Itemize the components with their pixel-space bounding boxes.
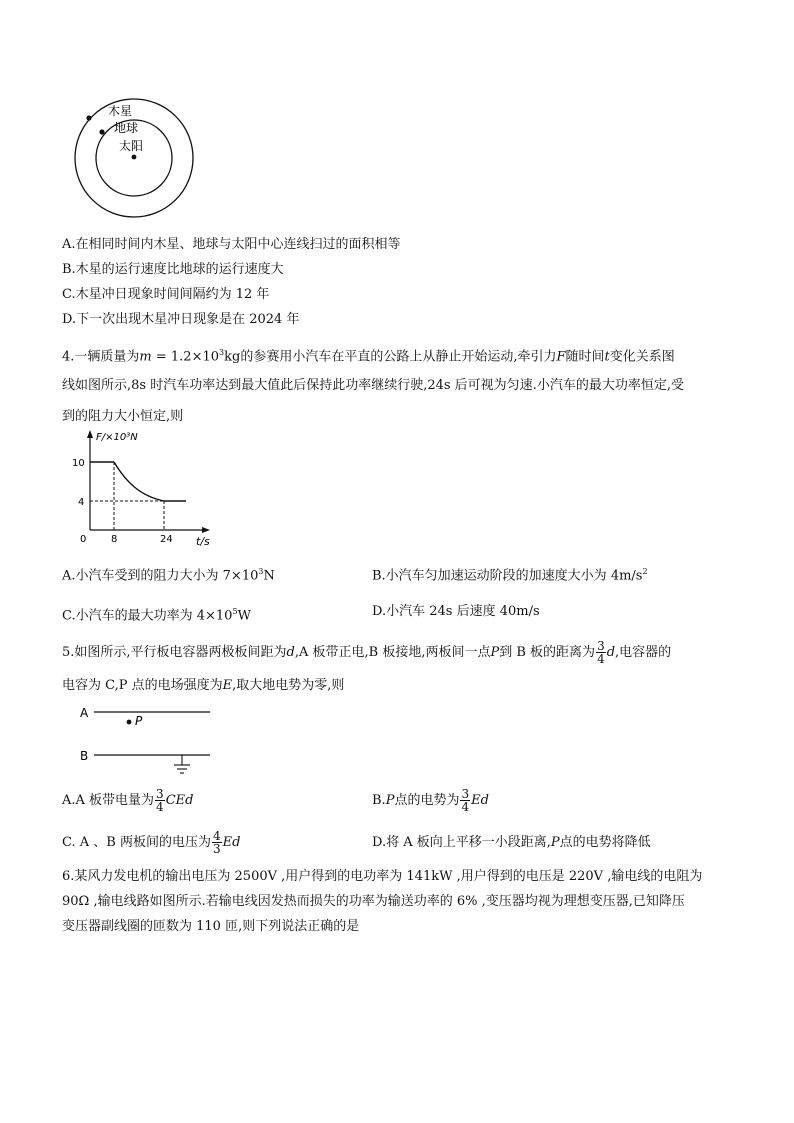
point-p-dot [127, 720, 132, 725]
q4-option-c: C.小汽车的最大功率为 $4\times 10^5W$ [62, 607, 251, 624]
q3-option-b: B.木星的运行速度比地球的运行速度大 [62, 262, 284, 277]
q4-stem-line1: 4.一辆质量为$m = 1.2\times 10^3kg$的参赛用小汽车在平直的公路上从静止开始运动,牵引力F随时间t变化关系图 [62, 348, 675, 365]
q5-option-a: A.A 板带电量为 $\frac{3}{4}$ CEd [62, 787, 194, 814]
y-tick-4: 4 [78, 497, 85, 508]
point-p-label: P [135, 714, 143, 728]
plate-a-label: A [80, 706, 89, 720]
plate-b-label: B [80, 749, 89, 763]
fraction-3-4: $\frac{3}{4}$ [597, 639, 605, 666]
origin-label: 0 [80, 534, 87, 545]
q4-option-a: A.小汽车受到的阻力大小为 $7\times 10^3N$ [62, 567, 275, 584]
q6-stem-line3: 变压器副线圈的匝数为 110 匝,则下列说法正确的是 [62, 919, 360, 934]
q5-option-c: C. A 、B 两板间的电压为 $\frac{4}{3}$ Ed [62, 829, 241, 856]
q5-stem-line1: 5.如图所示,平行板电容器两极板间距为d,A 板带正电,B 板接地,两板间一点P到 B 板的距离为 $\frac{3}{4}$ d,电容器的 [62, 639, 672, 666]
fraction-3-4: $\frac{3}{4}$ [461, 787, 470, 814]
q3-option-d: D.下一次出现木星冲日现象是在 2024 年 [62, 312, 300, 327]
x-tick-24: 24 [160, 534, 173, 545]
fraction-3-4: $\frac{3}{4}$ [156, 787, 164, 814]
q6-stem-line2: 90Ω ,输电线路如图所示.若输电线因发热而损失的功率为输送功率的 6% ,变压器均视为理想变压器,已知降压 [62, 894, 685, 909]
force-time-graph [64, 424, 234, 550]
earth-label: 地球 [114, 121, 139, 135]
q4-stem-line3: 到的阻力大小恒定,则 [62, 409, 184, 424]
earth-dot [99, 129, 104, 134]
q4-option-b: B.小汽车匀加速运动阶段的加速度大小为 $4m/s^2$ [372, 567, 648, 584]
x-axis-arrow [202, 527, 210, 533]
x-tick-8: 8 [111, 534, 118, 545]
q3-option-a: A.在相同时间内木星、地球与太阳中心连线扫过的面积相等 [62, 237, 401, 252]
capacitor-diagram [78, 700, 218, 780]
fraction-4-3: $\frac{4}{3}$ [212, 829, 221, 856]
x-axis-label: t/s [196, 535, 210, 548]
q4-option-d: D.小汽车 24s 后速度 40m/s [372, 604, 540, 619]
q3-option-c: C.木星冲日现象时间间隔约为 12 年 [62, 287, 270, 302]
q5-option-b: B.P点的电势为 $\frac{3}{4}$ Ed [372, 787, 489, 814]
q5-stem-line2: 电容为 C,P 点的电场强度为E,取大地电势为零,则 [62, 678, 345, 693]
y-tick-10: 10 [72, 458, 85, 469]
y-axis-arrow [87, 430, 93, 438]
jupiter-label: 木星 [108, 104, 133, 118]
jupiter-dot [86, 115, 91, 120]
sun-dot [132, 155, 137, 160]
sun-label: 太阳 [119, 139, 144, 153]
orbit-diagram [64, 98, 214, 222]
q5-option-d: D.将 A 板向上平移一小段距离,P点的电势将降低 [372, 835, 651, 850]
y-axis-label: F/×10³N [96, 432, 138, 443]
decreasing-force-curve [114, 462, 164, 501]
q6-stem-line1: 6.某风力发电机的输出电压为 2500V ,用户得到的电功率为 141kW ,用户得到的电压是 220V ,输电线的电阻为 [62, 869, 703, 884]
q4-stem-line2: 线如图所示,8s 时汽车功率达到最大值此后保持此功率继续行驶,24s 后可视为匀速.小汽车的最大功率恒定,受 [62, 378, 684, 393]
